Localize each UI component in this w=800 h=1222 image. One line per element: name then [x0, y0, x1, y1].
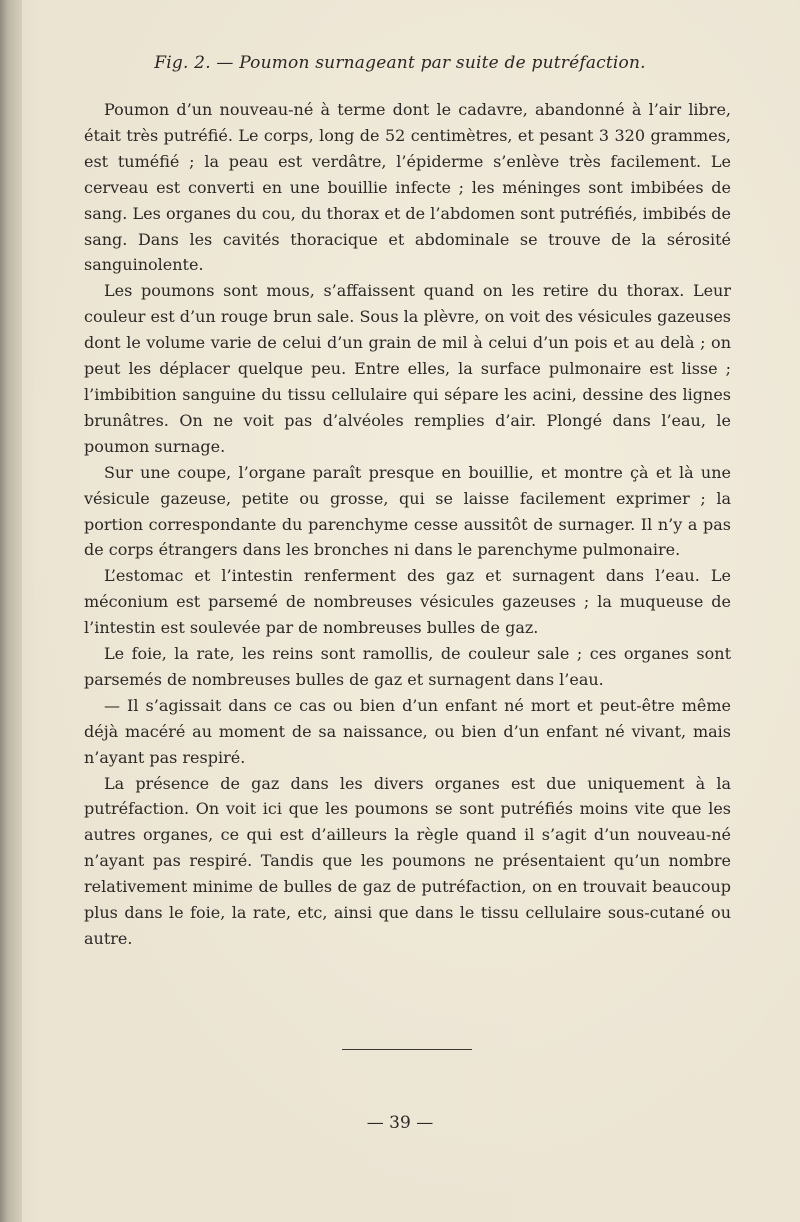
paragraph: Le foie, la rate, les reins sont ramollis, de couleur sale ; ces organes sont parsemés de nombreuses bulles de gaz et surnagent dans l’eau.: [84, 644, 731, 689]
paragraph: Poumon d’un nouveau-né à terme dont le cadavre, abandonné à l’air libre, était très putréfié. Le corps, long de 52 centimètres, et pesant 3 320 grammes, est tuméfié ; la peau est verdâtre, l’épiderme s’enlève très facilement. Le cerveau est converti en une bouillie infecte ; les méninges sont imbibées de sang. Les organes du cou, du thorax et de l’abdomen sont putréfiés, imbibés de sang. Dans les cavités thoracique et abdominale se trouve de la sérosité sanguinolente.: [84, 100, 731, 275]
book-binding-edge: [0, 0, 22, 1222]
paragraph: La présence de gaz dans les divers organes est due uniquement à la putréfaction. On voit ici que les poumons se sont putréfiés moins vite que les autres organes, ce qui est d’ailleurs la règle quand il s’agit d’un nouveau-né n’ayant pas respiré. Tandis que les poumons ne présentaient qu’un nombre relativement minime de bulles de gaz de putréfaction, on en trouvait beaucoup plus dans le foie, la rate, etc, ainsi que dans le tissu cellulaire sous-cutané ou autre.: [84, 773, 731, 948]
section-divider: [342, 1049, 472, 1050]
paragraph: Sur une coupe, l’organe paraît presque en bouillie, et montre çà et là une vésicule gazeuse, petite ou grosse, qui se laisse facilement exprimer ; la portion correspondante du parenchyme cesse aussitôt de surnager. Il n’y a pas de corps étrangers dans les bronches ni dans le parenchyme pulmonaire.: [84, 462, 731, 560]
paragraph: L’estomac et l’intestin renferment des gaz et surnagent dans l’eau. Le méconium est parsemé de nombreuses vésicules gazeuses ; la muqueuse de l’intestin est soulevée par de nombreuses bulles de gaz.: [84, 566, 731, 638]
figure-caption: Fig. 2. — Poumon surnageant par suite de putréfaction.: [154, 53, 646, 73]
body-text: [84, 97, 731, 952]
paragraph: — Il s’agissait dans ce cas ou bien d’un enfant né mort et peut-être même déjà macéré au moment de sa naissance, ou bien d’un enfant né vivant, mais n’ayant pas respiré.: [84, 695, 731, 767]
paragraph: Les poumons sont mous, s’affaissent quand on les retire du thorax. Leur couleur est d’un rouge brun sale. Sous la plèvre, on voit des vésicules gazeuses dont le volume varie de celui d’un grain de mil à celui d’un pois et au delà ; on peut les déplacer quelque peu. Entre elles, la surface pulmonaire est lisse ; l’imbibition sanguine du tissu cellulaire qui sépare les acini, dessine des lignes brunâtres. On ne voit pas d’alvéoles remplies d’air. Plongé dans l’eau, le poumon surnage.: [84, 281, 731, 456]
page-number: — 39 —: [366, 1113, 434, 1133]
